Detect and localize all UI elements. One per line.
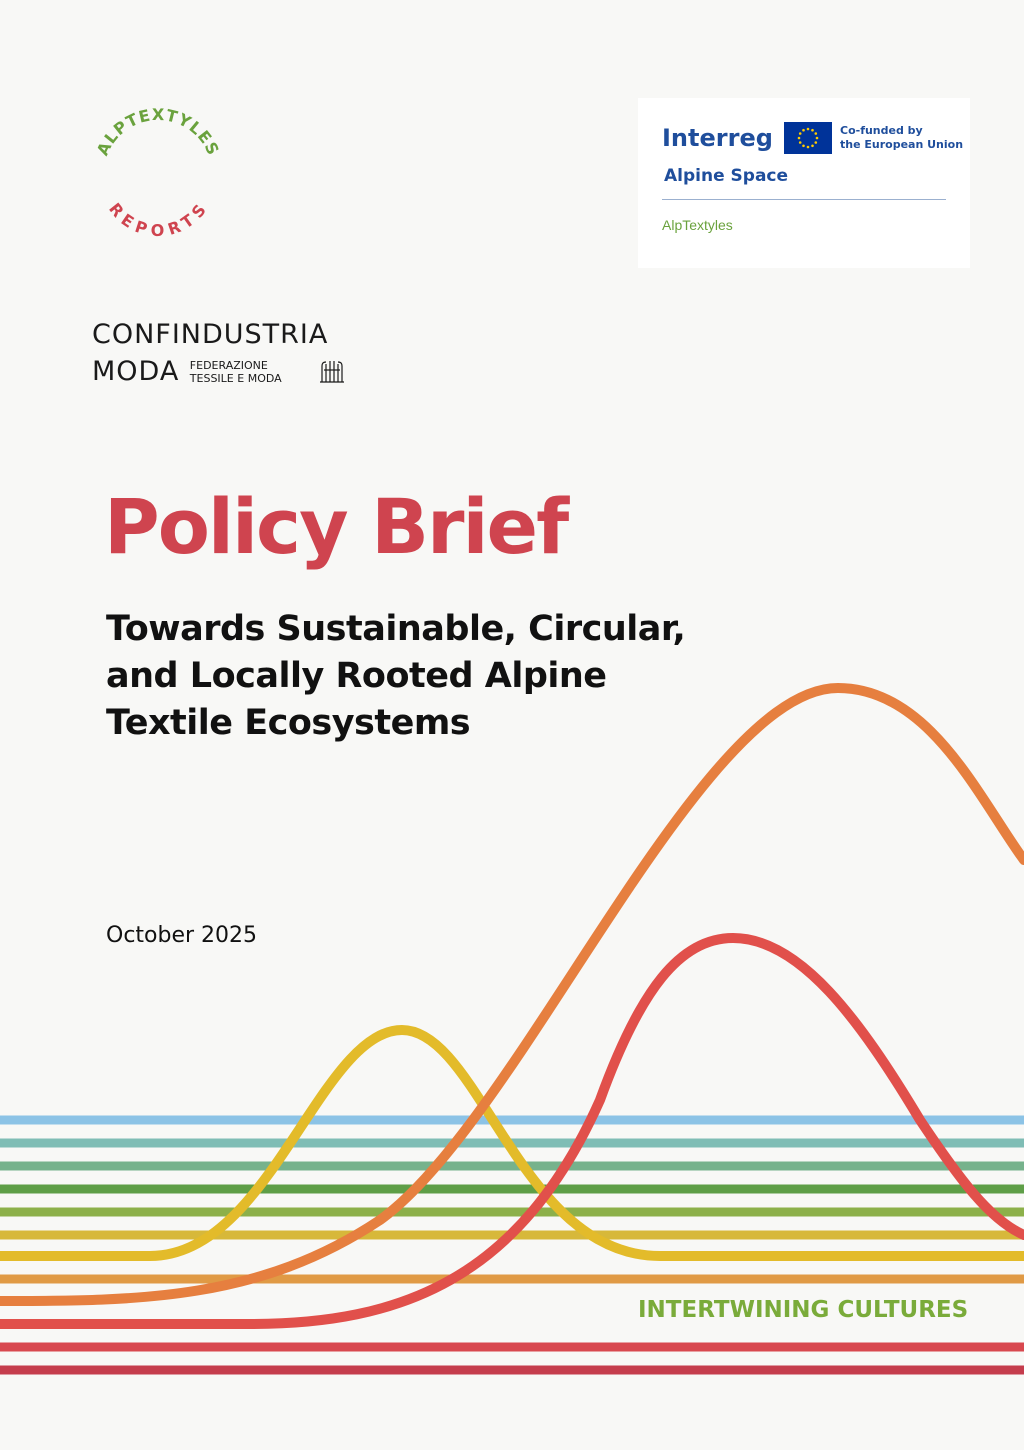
federazione-line-1: FEDERAZIONE xyxy=(189,359,268,372)
cofunded-line-2: the European Union xyxy=(840,138,964,151)
federazione-line-2: TESSILE E MODA xyxy=(189,372,282,385)
subtitle-line-3: Textile Ecosystems xyxy=(106,703,471,743)
interreg-wordmark: Interreg xyxy=(662,124,773,152)
alptextyles-reports-badge-icon xyxy=(92,108,224,240)
confindustria-emblem-icon xyxy=(318,358,346,384)
eu-flag-icon xyxy=(784,122,832,154)
subtitle-line-2: and Locally Rooted Alpine xyxy=(106,656,607,696)
moda-wordmark: MODA xyxy=(92,356,180,387)
badge-top-text: ALPTEXTYLES xyxy=(92,108,224,159)
svg-text:REPORTS xyxy=(105,199,211,240)
badge-bottom-text: REPORTS xyxy=(105,199,211,240)
document-title: Policy Brief xyxy=(104,482,568,571)
confindustria-moda-logo xyxy=(92,319,329,387)
svg-text:ALPTEXTYLES xyxy=(93,108,223,159)
publication-date: October 2025 xyxy=(106,923,258,948)
confindustria-line-2 xyxy=(92,356,282,387)
alpine-space-label: Alpine Space xyxy=(664,166,789,186)
interreg-divider xyxy=(662,199,946,200)
project-name: AlpTextyles xyxy=(662,217,733,233)
red-curve xyxy=(0,938,1024,1324)
federazione-label xyxy=(190,359,282,385)
interreg-logo-block xyxy=(638,98,970,268)
intertwining-cultures-tagline: INTERTWINING CULTURES xyxy=(638,1297,969,1323)
confindustria-wordmark: CONFINDUSTRIA xyxy=(92,319,329,350)
subtitle-line-1: Towards Sustainable, Circular, xyxy=(106,609,686,649)
cofunded-line-1: Co-funded by xyxy=(840,124,923,137)
alptextyles-reports-badge xyxy=(92,108,224,240)
cofunded-eu-label xyxy=(840,124,965,152)
